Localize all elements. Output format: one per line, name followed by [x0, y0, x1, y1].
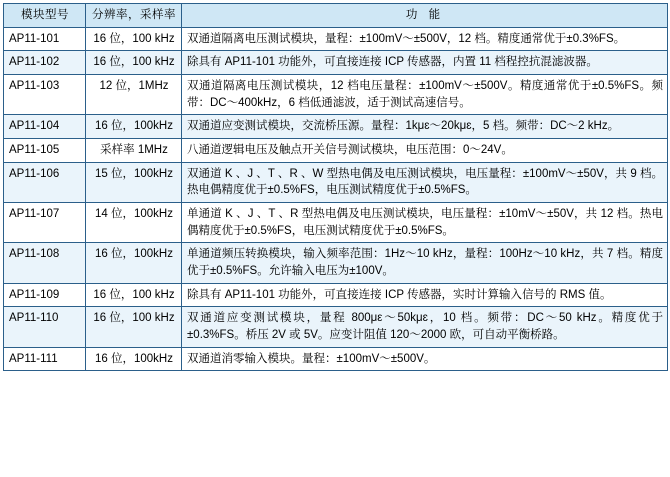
cell-resolution: 16 位，100kHz [86, 347, 182, 371]
cell-function: 除具有 AP11-101 功能外，可直接连接 ICP 传感器，实时计算输入信号的 RMS 值。 [182, 283, 668, 307]
cell-resolution: 采样率 1MHz [86, 139, 182, 163]
table-row [4, 162, 668, 202]
table-row [4, 347, 668, 371]
cell-resolution: 16 位，100 kHz [86, 51, 182, 75]
table-body [4, 27, 668, 371]
cell-model: AP11-105 [4, 139, 86, 163]
cell-model: AP11-102 [4, 51, 86, 75]
cell-function: 双通道 K 、J 、T 、R 、W 型热电偶及电压测试模块，电压量程：±100mV～±50V，共 9 档。热电偶精度优于±0.5%FS，电压测试精度优于±0.5%FS。 [182, 162, 668, 202]
table-row [4, 307, 668, 347]
table-row [4, 115, 668, 139]
cell-resolution: 16 位，100 kHz [86, 283, 182, 307]
cell-model: AP11-103 [4, 75, 86, 115]
cell-function: 除具有 AP11-101 功能外，可直接连接 ICP 传感器，内置 11 档程控抗混滤波器。 [182, 51, 668, 75]
cell-function: 八通道逻辑电压及触点开关信号测试模块，电压范围：0～24V。 [182, 139, 668, 163]
cell-function: 双通道消零输入模块。量程：±100mV～±500V。 [182, 347, 668, 371]
cell-resolution: 16 位，100kHz [86, 115, 182, 139]
cell-model: AP11-109 [4, 283, 86, 307]
table-row [4, 139, 668, 163]
column-header-resolution: 分辨率，采样率 [86, 4, 182, 28]
cell-resolution: 12 位，1MHz [86, 75, 182, 115]
cell-resolution: 16 位，100kHz [86, 243, 182, 283]
cell-model: AP11-108 [4, 243, 86, 283]
table-row [4, 27, 668, 51]
table-row [4, 243, 668, 283]
cell-model: AP11-101 [4, 27, 86, 51]
table-row [4, 203, 668, 243]
column-header-model: 模块型号 [4, 4, 86, 28]
table-header-row [4, 4, 668, 28]
cell-model: AP11-106 [4, 162, 86, 202]
cell-resolution: 16 位，100 kHz [86, 27, 182, 51]
table-row [4, 283, 668, 307]
cell-resolution: 14 位，100kHz [86, 203, 182, 243]
table-row [4, 51, 668, 75]
cell-model: AP11-107 [4, 203, 86, 243]
cell-resolution: 15 位，100kHz [86, 162, 182, 202]
table-row [4, 75, 668, 115]
module-spec-table [3, 3, 668, 371]
cell-function: 双通道应变测试模块，交流桥压源。量程：1kμɛ～20kμɛ，5 档。频带：DC～2 kHz。 [182, 115, 668, 139]
cell-function: 双通道隔离电压测试模块，量程：±100mV～±500V，12 档。精度通常优于±0.3%FS。 [182, 27, 668, 51]
cell-resolution: 16 位，100 kHz [86, 307, 182, 347]
cell-function: 双通道应变测试模块，量程 800με～50kμɛ，10 档。频带：DC～50 kHz。精度优于±0.3%FS。桥压 2V 或 5V。应变计阻值 120～2000 欧，可自动平衡桥路。 [182, 307, 668, 347]
cell-function: 单通道频压转换模块，输入频率范围：1Hz～10 kHz，量程：100Hz～10 kHz，共 7 档。精度优于±0.5%FS。允许输入电压为±100V。 [182, 243, 668, 283]
cell-model: AP11-104 [4, 115, 86, 139]
column-header-function: 功 能 [182, 4, 668, 28]
cell-model: AP11-110 [4, 307, 86, 347]
cell-function: 单通道 K 、J 、T 、R 型热电偶及电压测试模块，电压量程：±10mV～±50V，共 12 档。热电偶精度优于±0.5%FS，电压测试精度优于±0.5%FS。 [182, 203, 668, 243]
cell-model: AP11-111 [4, 347, 86, 371]
cell-function: 双通道隔离电压测试模块，12 档电压量程：±100mV～±500V。精度通常优于±0.5%FS。频带：DC～400kHz，6 档低通滤波，适于测试高速信号。 [182, 75, 668, 115]
table-header [4, 4, 668, 28]
